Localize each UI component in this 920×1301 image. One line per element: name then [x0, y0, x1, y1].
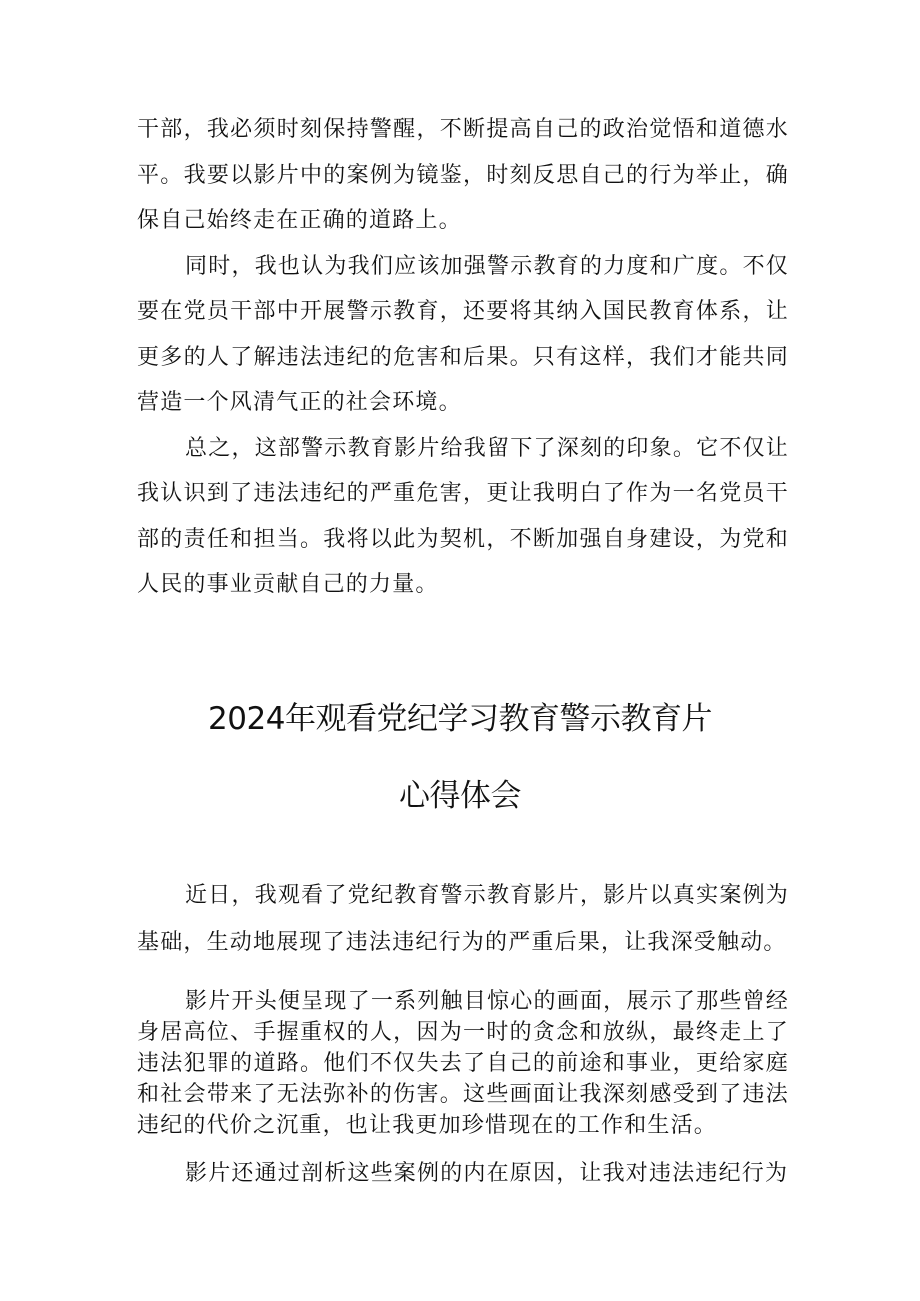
paragraph-education-scope: 同时，我也认为我们应该加强警示教育的力度和广度。不仅要在党员干部中开展警示教育，还要将其纳入国民教育体系，让更多的人了解违法违纪的危害和后果。只有这样，我们才能共同营造一个风清气正的社会环境。 — [137, 253, 789, 415]
article-subtitle: 心得体会 — [399, 778, 521, 814]
paragraph-opening-scenes: 影片开头便呈现了一系列触目惊心的画面，展示了那些曾经身居高位、手握重权的人，因为一时的贪念和放纵，最终走上了违法犯罪的道路。他们不仅失去了自己的前途和事业，更给家庭和社会带来了无法弥补的伤害。这些画面让我深刻感受到了违法违纪的代价之沉重，也让我更加珍惜现在的工作和生活。 — [137, 989, 789, 1138]
paragraph-intro: 近日，我观看了党纪教育警示教育影片，影片以真实案例为基础，生动地展现了违法违纪行为的严重后果，让我深受触动。 — [137, 883, 789, 955]
paragraph-continuation: 干部，我必须时刻保持警醒，不断提高自己的政治觉悟和道德水平。我要以影片中的案例为镜鉴，时刻反思自己的行为举止，确保自己始终走在正确的道路上。 — [137, 117, 789, 233]
article-title: 2024年观看党纪学习教育警示教育片 — [208, 701, 712, 737]
paragraph-conclusion: 总之，这部警示教育影片给我留下了深刻的印象。它不仅让我认识到了违法违纪的严重危害，更让我明白了作为一名党员干部的责任和担当。我将以此为契机，不断加强自身建设，为党和人民的事业贡献自己的力量。 — [137, 435, 789, 597]
article-body — [137, 872, 789, 1189]
previous-article-ending — [137, 107, 789, 608]
paragraph-analysis: 影片还通过剖析这些案例的内在原因，让我对违法违纪行为 — [185, 1161, 789, 1186]
